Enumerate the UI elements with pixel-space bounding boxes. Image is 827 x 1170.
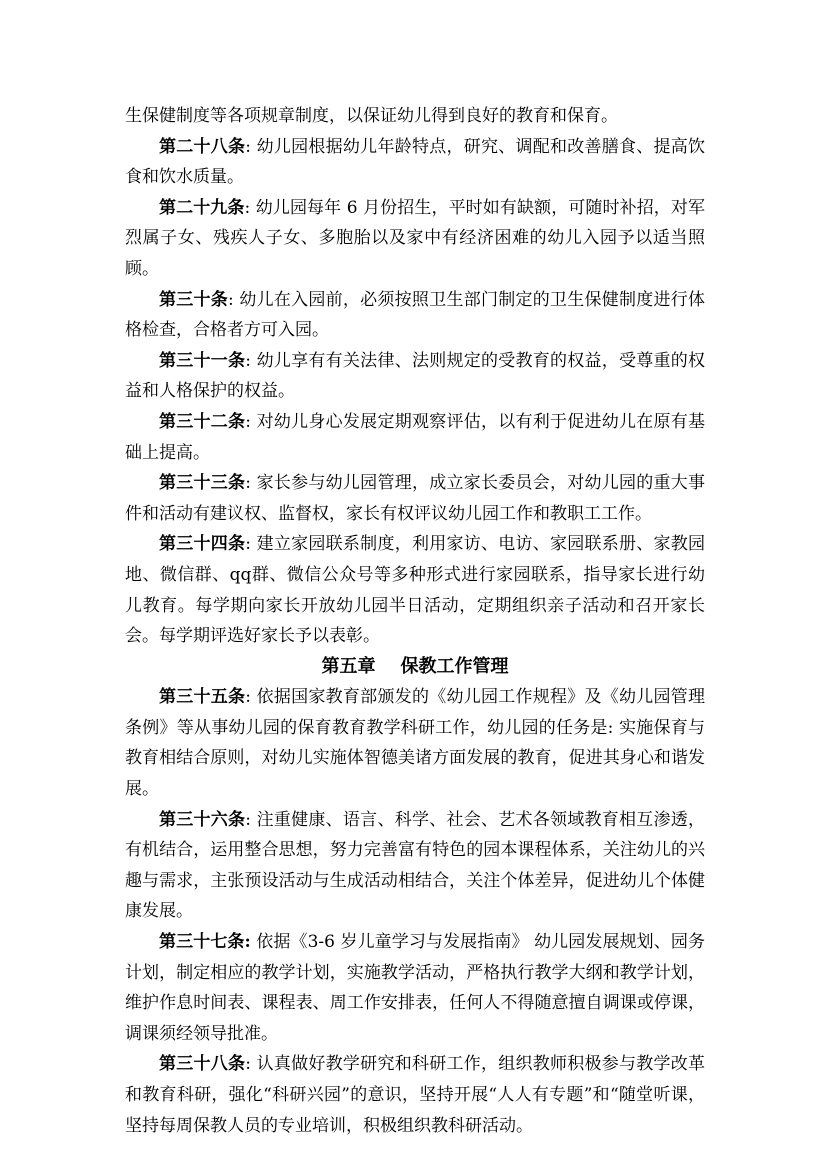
article-text: : 家长参与幼儿园管理，成立家长委员会，对幼儿园的重大事件和活动有建议权、监督权，家长有权评议幼儿园工作和教职工工作。 — [125, 473, 706, 524]
article-text: 生保健制度等各项规章制度，以保证幼儿得到良好的教育和保育。 — [125, 106, 618, 126]
article-label: 第三十一条 — [159, 350, 246, 371]
article-text: : 建立家园联系制度，利用家访、电访、家园联系册、家教园地、微信群、qq群、微信公众号等多种形式进行家园联系，指导家长进行幼儿教育。每学期向家长开放幼儿园半日活动，定期组织亲子活动和召开家长会。每学期评选好家长予以表彰。 — [125, 534, 706, 647]
article-text: : 注重健康、语言、科学、社会、艺术各领域教育相互渗透，有机结合，运用整合思想，努力完善富有特色的园本课程体系，关注幼儿的兴趣与需求，主张预设活动与生成活动相结合，关注个体差异，促进幼儿个体健康发展。 — [125, 809, 706, 922]
article-label: 第三十五条 — [159, 687, 246, 708]
article-31 — [125, 346, 705, 407]
article-text: 依据《3-6 岁儿童学习与发展指南》 幼儿园发展规划、园务计划，制定相应的教学计划，实施教学活动，严格执行教学大纲和教学计划，维护作息时间表、课程表、周工作安排表，任何人不得随意擅自调课或停课，调课须经领导批准。 — [125, 932, 705, 1044]
article-text: : 认真做好教学研究和科研工作，组织教师积极参与教学改革和教育科研，强化“科研兴园”的意识，坚持开展“人人有专题”和“随堂听课，坚持每周保教人员的专业培训，积极组织教科研活动。 — [125, 1054, 706, 1136]
article-text: : 幼儿园根据幼儿年龄特点，研究、调配和改善膳食、提高饮食和饮水质量。 — [125, 136, 706, 188]
article-30 — [125, 285, 705, 346]
article-text: : 对幼儿身心发展定期观察评估，以有利于促进幼儿在原有基础上提高。 — [125, 411, 706, 463]
article-35 — [125, 682, 705, 804]
article-label: 第三十六条 — [159, 809, 246, 830]
chapter-title: 第五章 保教工作管理 — [321, 655, 509, 677]
article-text: : 幼儿享有有关法律、法则规定的受教育的权益，受尊重的权益和人格保护的权益。 — [125, 350, 706, 402]
article-label: 第三十七条: — [159, 932, 251, 953]
article-label: 第三十三条 — [159, 473, 246, 494]
article-36 — [125, 805, 705, 927]
article-label: 第三十八条 — [159, 1054, 246, 1075]
article-label: 第二十九条 — [159, 197, 245, 218]
article-label: 第三十四条 — [159, 534, 246, 555]
article-text: : 依据国家教育部颁发的《幼儿园工作规程》及《幼儿园管理条例》等从事幼儿园的保育教育教学科研工作，幼儿园的任务是: 实施保育与教育相结合原则，对幼儿实施体智德美诸方面发展的教育，促进其身心和谐发展。 — [125, 687, 706, 800]
article-label: 第三十二条 — [159, 411, 246, 432]
article-38 — [125, 1049, 705, 1141]
article-34 — [125, 529, 705, 651]
document-body — [125, 101, 705, 1141]
article-37 — [125, 927, 705, 1049]
article-29 — [125, 193, 705, 285]
paragraph-continuation — [125, 101, 705, 132]
article-28 — [125, 132, 705, 193]
article-text: : 幼儿园每年 6 月份招生，平时如有缺额，可随时补招，对军烈属子女、残疾人子女、多胞胎以及家中有经济困难的幼儿入园予以适当照顾。 — [125, 197, 705, 279]
article-32 — [125, 407, 705, 468]
article-label: 第三十条 — [159, 289, 229, 310]
article-text: : 幼儿在入园前，必须按照卫生部门制定的卫生保健制度进行体格检查，合格者方可入园。 — [125, 289, 705, 341]
article-33 — [125, 468, 705, 529]
article-label: 第二十八条 — [159, 136, 246, 157]
